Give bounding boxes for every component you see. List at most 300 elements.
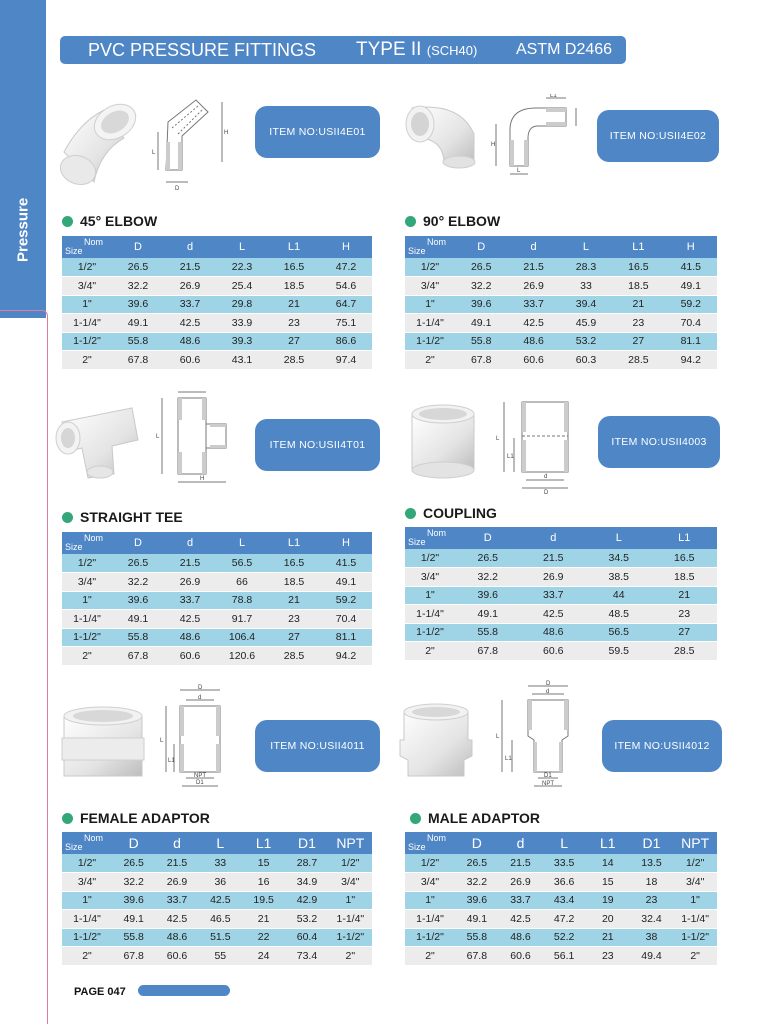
female-adaptor-drawing-label-npt: NPT [194, 773, 206, 779]
nom-size-header [62, 832, 112, 854]
nom-size-cell: 1/2" [62, 854, 112, 873]
tee-title [62, 509, 183, 525]
table-cell: 33.9 [216, 314, 268, 333]
table-row [405, 947, 717, 966]
nom-size-cell: 3/4" [62, 277, 112, 296]
table-cell: 39.6 [112, 295, 164, 314]
coupling-item-badge: ITEM NO:USII4003 [598, 416, 720, 468]
table-cell: 56.1 [542, 947, 586, 966]
table-row [405, 332, 717, 351]
table-cell: 33.7 [499, 891, 543, 910]
size-header: Size [408, 246, 426, 256]
table-cell: 26.9 [521, 568, 587, 587]
nom-size-cell: 2" [405, 351, 455, 370]
table-cell: 55.8 [112, 332, 164, 351]
nom-size-cell: 1/2" [405, 854, 455, 873]
table-cell: 23 [268, 314, 320, 333]
table-row [405, 568, 717, 587]
nom-size-cell: 1/2" [405, 549, 455, 568]
table-cell: 21 [652, 586, 718, 605]
table-cell: 48.6 [499, 928, 543, 947]
table-cell: 16.5 [652, 549, 718, 568]
table-header [405, 832, 717, 854]
table-cell: 1-1/2" [329, 928, 372, 947]
col-header: L1 [268, 532, 320, 554]
table-cell: 47.2 [542, 910, 586, 929]
nom-size-cell: 1-1/4" [405, 314, 455, 333]
nom-size-header [405, 527, 455, 549]
table-cell: 51.5 [199, 928, 242, 947]
table-cell: 18.5 [652, 568, 718, 587]
col-header: D1 [630, 832, 674, 854]
table-cell: 2" [673, 947, 717, 966]
male-adaptor-photo [398, 700, 474, 780]
female-adaptor-drawing-label-l: L [160, 738, 164, 744]
male-adaptor-title-text: MALE ADAPTOR [428, 810, 540, 826]
size-header: Size [65, 246, 83, 256]
col-header: H [665, 236, 717, 258]
table-cell: 1" [329, 891, 372, 910]
table-cell: 49.1 [665, 277, 717, 296]
table-cell: 34.9 [285, 873, 328, 892]
col-header: D [112, 832, 155, 854]
col-header: d [521, 527, 587, 549]
table-cell: 66 [216, 573, 268, 592]
female-adaptor-drawing-label-d-big: D [198, 685, 203, 691]
table-cell: 49.1 [455, 605, 521, 624]
table-cell: 28.5 [612, 351, 664, 370]
table-cell: 26.5 [455, 549, 521, 568]
nom-header: Nom [84, 833, 104, 843]
nom-size-cell: 1-1/2" [62, 332, 112, 351]
table-cell: 42.5 [507, 314, 559, 333]
tee-title-text: STRAIGHT TEE [80, 509, 183, 525]
table-cell: 14 [586, 854, 630, 873]
table-cell: 81.1 [665, 332, 717, 351]
table-cell: 55.8 [455, 332, 507, 351]
footer-bar [138, 985, 230, 996]
table-row [405, 586, 717, 605]
elbow-90-title-text: 90° ELBOW [423, 213, 501, 229]
table-row [405, 351, 717, 370]
nom-size-cell: 2" [62, 947, 112, 966]
table-row [62, 554, 372, 573]
tee-drawing-label-h: H [200, 476, 205, 482]
page-number: PAGE 047 [74, 986, 126, 998]
coupling-table [405, 527, 717, 661]
table-cell: 1" [673, 891, 717, 910]
female-adaptor-drawing [158, 684, 238, 788]
male-adaptor-drawing-label-npt: NPT [542, 781, 554, 787]
male-adaptor-drawing-label-l: L [496, 734, 500, 740]
table-cell: 33.7 [155, 891, 198, 910]
table-cell: 18 [630, 873, 674, 892]
coupling-title-text: COUPLING [423, 505, 497, 521]
male-adaptor-item-badge: ITEM NO:USII4012 [602, 720, 722, 772]
female-adaptor-item-badge: ITEM NO:USII4011 [255, 720, 380, 772]
table-cell: 49.1 [455, 314, 507, 333]
table-cell: 16 [242, 873, 285, 892]
table-cell: 94.2 [320, 647, 372, 666]
table-cell: 39.6 [112, 591, 164, 610]
nom-size-cell: 2" [405, 642, 455, 661]
table-cell: 32.2 [455, 873, 499, 892]
elbow-45-title-text: 45° ELBOW [80, 213, 158, 229]
size-header: Size [408, 537, 426, 547]
table-cell: 67.8 [112, 647, 164, 666]
table-cell: 26.5 [455, 854, 499, 873]
coupling-drawing [492, 398, 582, 494]
table-cell: 46.5 [199, 910, 242, 929]
table-cell: 24 [242, 947, 285, 966]
table-cell: 26.5 [112, 258, 164, 277]
table-row [405, 854, 717, 873]
header-type [356, 39, 477, 61]
female-adaptor-title [62, 810, 210, 826]
table-cell: 25.4 [216, 277, 268, 296]
table-cell: 33.7 [164, 591, 216, 610]
elbow-45-drawing-label-l: L [152, 150, 156, 156]
table-row [62, 647, 372, 666]
table-cell: 59.5 [586, 642, 652, 661]
size-header: Size [65, 542, 83, 552]
nom-size-cell: 1-1/4" [405, 910, 455, 929]
table-cell: 60.3 [560, 351, 612, 370]
table-cell: 21.5 [164, 258, 216, 277]
table-cell: 39.6 [112, 891, 155, 910]
elbow-45-drawing-label-h: H [224, 130, 229, 136]
table-cell: 39.6 [455, 295, 507, 314]
nom-size-cell: 1-1/2" [405, 928, 455, 947]
table-row [405, 928, 717, 947]
table-cell: 32.2 [112, 277, 164, 296]
table-cell: 29.8 [216, 295, 268, 314]
table-cell: 21.5 [521, 549, 587, 568]
bullet-dot [62, 216, 73, 227]
table-cell: 39.3 [216, 332, 268, 351]
table-cell: 42.9 [285, 891, 328, 910]
col-header: d [164, 532, 216, 554]
table-cell: 42.5 [155, 910, 198, 929]
size-header: Size [408, 842, 426, 852]
table-cell: 20 [586, 910, 630, 929]
table-cell: 15 [242, 854, 285, 873]
table-cell: 41.5 [320, 554, 372, 573]
elbow-45-drawing [148, 92, 230, 192]
table-cell: 78.8 [216, 591, 268, 610]
table-cell: 26.5 [112, 554, 164, 573]
table-cell: 94.2 [665, 351, 717, 370]
table-cell: 39.4 [560, 295, 612, 314]
page-margin-line [0, 310, 48, 1024]
col-header: L [199, 832, 242, 854]
header-type-sub: (SCH40) [426, 43, 478, 58]
col-header: d [499, 832, 543, 854]
table-cell: 33.5 [542, 854, 586, 873]
male-adaptor-drawing-label-d-big: D [546, 681, 551, 687]
tee-drawing [154, 388, 230, 484]
nom-size-cell: 3/4" [405, 277, 455, 296]
table-row [62, 928, 372, 947]
table-row [62, 351, 372, 370]
table-cell: 106.4 [216, 628, 268, 647]
table-cell: 1-1/2" [673, 928, 717, 947]
coupling-drawing-label-d-big: D [544, 490, 549, 494]
table-cell: 3/4" [329, 873, 372, 892]
table-cell: 91.7 [216, 610, 268, 629]
male-adaptor-table [405, 832, 717, 966]
table-cell: 32.2 [112, 873, 155, 892]
table-cell: 48.6 [155, 928, 198, 947]
nom-size-cell: 1/2" [405, 258, 455, 277]
table-cell: 41.5 [665, 258, 717, 277]
table-cell: 67.8 [112, 947, 155, 966]
col-header: L [542, 832, 586, 854]
table-cell: 60.6 [521, 642, 587, 661]
table-cell: 120.6 [216, 647, 268, 666]
female-adaptor-drawing-label-d-small: d [198, 695, 202, 701]
nom-size-header [405, 236, 455, 258]
table-row [405, 891, 717, 910]
table-cell: 60.6 [507, 351, 559, 370]
elbow-90-photo [400, 94, 482, 170]
table-cell: 18.5 [268, 573, 320, 592]
table-cell: 56.5 [216, 554, 268, 573]
table-cell: 18.5 [612, 277, 664, 296]
table-cell: 26.9 [499, 873, 543, 892]
table-cell: 28.5 [268, 647, 320, 666]
table-header [62, 532, 372, 554]
table-cell: 32.2 [112, 573, 164, 592]
nom-size-cell: 2" [405, 947, 455, 966]
table-cell: 2" [329, 947, 372, 966]
table-cell: 55.8 [112, 628, 164, 647]
table-row [62, 295, 372, 314]
table-cell: 13.5 [630, 854, 674, 873]
table-header [62, 832, 372, 854]
male-adaptor-drawing-label-d1: D1 [544, 773, 552, 779]
table-cell: 26.9 [507, 277, 559, 296]
tee-photo [52, 400, 144, 480]
table-cell: 55.8 [455, 928, 499, 947]
side-tab-label: Pressure [14, 197, 32, 263]
table-row [62, 314, 372, 333]
elbow-45-drawing-label-d: D [175, 186, 180, 192]
table-row [62, 610, 372, 629]
table-cell: 23 [586, 947, 630, 966]
elbow-45-photo [60, 92, 142, 192]
table-cell: 28.5 [652, 642, 718, 661]
table-cell: 28.5 [268, 351, 320, 370]
elbow-90-drawing-label-l: L [517, 168, 521, 174]
col-header: L1 [586, 832, 630, 854]
table-cell: 67.8 [455, 947, 499, 966]
table-header [62, 236, 372, 258]
male-adaptor-drawing [494, 680, 580, 788]
elbow-90-drawing-label-l1: L1 [550, 94, 557, 99]
table-cell: 48.6 [507, 332, 559, 351]
table-row [405, 549, 717, 568]
table-cell: 21 [612, 295, 664, 314]
size-header: Size [65, 842, 83, 852]
col-header: d [164, 236, 216, 258]
table-cell: 21 [268, 295, 320, 314]
table-row [405, 910, 717, 929]
table-cell: 21.5 [507, 258, 559, 277]
nom-size-cell: 1" [62, 591, 112, 610]
table-row [62, 258, 372, 277]
table-row [62, 854, 372, 873]
table-cell: 64.7 [320, 295, 372, 314]
bullet-dot [405, 216, 416, 227]
elbow-45-item-badge: ITEM NO:USII4E01 [255, 106, 380, 158]
table-cell: 53.2 [285, 910, 328, 929]
table-cell: 1-1/4" [329, 910, 372, 929]
nom-size-cell: 1" [405, 891, 455, 910]
coupling-photo [408, 400, 478, 480]
table-row [405, 605, 717, 624]
nom-header: Nom [84, 237, 104, 247]
coupling-drawing-label-d-small: d [544, 474, 548, 480]
table-cell: 60.6 [164, 351, 216, 370]
female-adaptor-table [62, 832, 372, 966]
nom-size-cell: 1/2" [62, 554, 112, 573]
female-adaptor-drawing-label-d1: D1 [196, 780, 204, 786]
table-header [405, 236, 717, 258]
table-cell: 49.1 [112, 610, 164, 629]
table-cell: 15 [586, 873, 630, 892]
nom-size-header [62, 236, 112, 258]
table-row [405, 873, 717, 892]
col-header: NPT [329, 832, 372, 854]
table-cell: 26.5 [112, 854, 155, 873]
table-cell: 48.6 [164, 628, 216, 647]
nom-size-cell: 1-1/2" [405, 332, 455, 351]
table-cell: 32.4 [630, 910, 674, 929]
col-header: D [112, 532, 164, 554]
table-cell: 56.5 [586, 623, 652, 642]
nom-size-cell: 3/4" [405, 873, 455, 892]
table-cell: 21.5 [155, 854, 198, 873]
table-cell: 49.1 [112, 314, 164, 333]
col-header: D1 [285, 832, 328, 854]
bullet-dot [410, 813, 421, 824]
table-row [62, 628, 372, 647]
table-row [62, 910, 372, 929]
table-cell: 27 [652, 623, 718, 642]
male-adaptor-drawing-label-d-small: d [546, 689, 550, 695]
elbow-90-drawing-label-h: H [491, 142, 496, 148]
female-adaptor-drawing-label-l1: L1 [168, 758, 175, 764]
col-header: L1 [612, 236, 664, 258]
nom-size-cell: 3/4" [62, 573, 112, 592]
table-cell: 97.4 [320, 351, 372, 370]
col-header: L [216, 236, 268, 258]
table-cell: 34.5 [586, 549, 652, 568]
table-cell: 23 [612, 314, 664, 333]
nom-size-cell: 1-1/2" [62, 628, 112, 647]
table-cell: 67.8 [455, 642, 521, 661]
nom-size-cell: 2" [62, 351, 112, 370]
col-header: d [507, 236, 559, 258]
elbow-45-table [62, 236, 372, 370]
table-row [62, 277, 372, 296]
nom-size-cell: 3/4" [62, 873, 112, 892]
col-header: L1 [652, 527, 718, 549]
table-cell: 44 [586, 586, 652, 605]
table-cell: 53.2 [560, 332, 612, 351]
table-cell: 21 [268, 591, 320, 610]
header-type-main: TYPE II [356, 39, 422, 60]
table-row [62, 573, 372, 592]
col-header: D [455, 527, 521, 549]
table-cell: 48.5 [586, 605, 652, 624]
table-cell: 3/4" [673, 873, 717, 892]
tee-item-badge: ITEM NO:USII4T01 [255, 419, 380, 471]
table-cell: 49.1 [112, 910, 155, 929]
table-cell: 48.6 [521, 623, 587, 642]
table-cell: 54.6 [320, 277, 372, 296]
table-cell: 32.2 [455, 277, 507, 296]
coupling-drawing-label-l1: L1 [507, 454, 514, 460]
table-cell: 21.5 [499, 854, 543, 873]
table-cell: 22.3 [216, 258, 268, 277]
male-adaptor-title [410, 810, 540, 826]
table-cell: 75.1 [320, 314, 372, 333]
table-row [405, 258, 717, 277]
table-cell: 70.4 [665, 314, 717, 333]
table-row [405, 623, 717, 642]
table-cell: 45.9 [560, 314, 612, 333]
table-cell: 59.2 [320, 591, 372, 610]
table-row [405, 314, 717, 333]
table-cell: 38.5 [586, 568, 652, 587]
table-cell: 21 [242, 910, 285, 929]
elbow-90-item-badge: ITEM NO:USII4E02 [597, 110, 719, 162]
table-cell: 38 [630, 928, 674, 947]
elbow-90-table [405, 236, 717, 370]
col-header: NPT [673, 832, 717, 854]
table-cell: 42.5 [499, 910, 543, 929]
nom-size-cell: 1" [405, 295, 455, 314]
table-cell: 1-1/4" [673, 910, 717, 929]
bullet-dot [62, 512, 73, 523]
nom-size-cell: 1-1/2" [62, 928, 112, 947]
table-cell: 42.5 [164, 610, 216, 629]
nom-size-header [62, 532, 112, 554]
nom-size-cell: 1-1/4" [405, 605, 455, 624]
table-cell: 33.7 [507, 295, 559, 314]
col-header: D [455, 236, 507, 258]
nom-size-cell: 1" [62, 891, 112, 910]
table-cell: 60.6 [164, 647, 216, 666]
table-cell: 26.9 [164, 277, 216, 296]
table-row [62, 873, 372, 892]
table-cell: 23 [630, 891, 674, 910]
table-cell: 49.1 [320, 573, 372, 592]
col-header: L1 [242, 832, 285, 854]
nom-size-cell: 2" [62, 647, 112, 666]
bullet-dot [62, 813, 73, 824]
table-cell: 16.5 [268, 258, 320, 277]
table-cell: 81.1 [320, 628, 372, 647]
table-cell: 42.5 [199, 891, 242, 910]
table-cell: 23 [652, 605, 718, 624]
table-cell: 55.8 [112, 928, 155, 947]
table-cell: 33 [199, 854, 242, 873]
header-bar [60, 36, 626, 64]
table-row [62, 891, 372, 910]
